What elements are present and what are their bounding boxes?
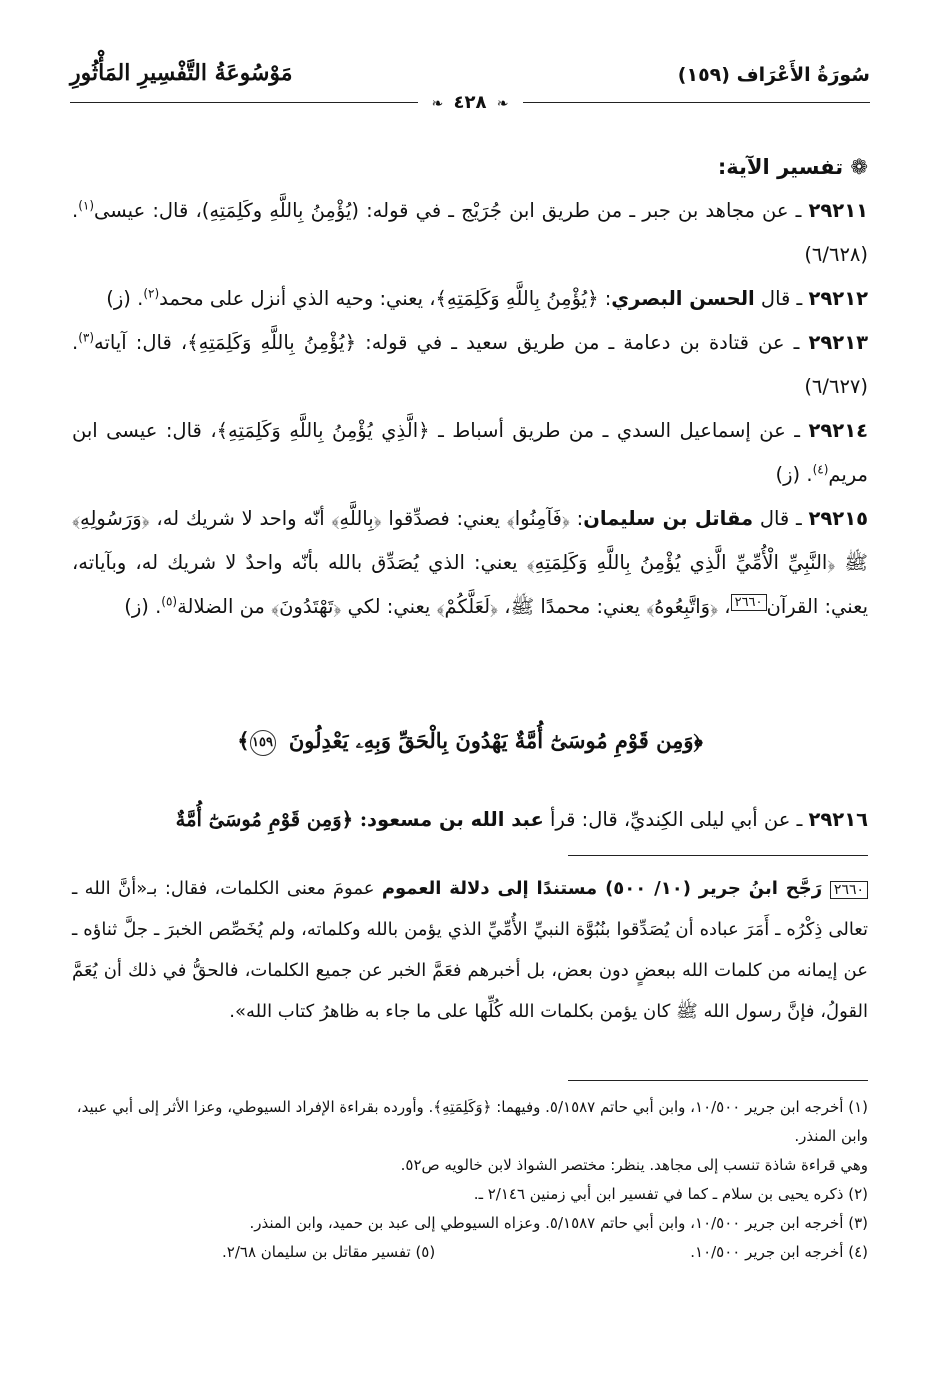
- entry-number: ٢٩٢١٢: [808, 287, 868, 310]
- verse-number: ١٥٩: [250, 730, 276, 756]
- page-number-row: [0, 92, 940, 113]
- entry: ٢٩٢١٣ ـ عن قتادة بن دعامة ـ من طريق سعيد ـ في قوله: ﴿يُؤْمِنُ بِاللَّهِ وَكَلِمَتِهِ﴾، قال: آياته$^{(٣)}$. (٦/٦٢٧): [72, 330, 868, 398]
- entry-number: ٢٩٢١١: [808, 199, 868, 222]
- quran-verse: ﴿وَمِن قَوْمِ مُوسَىٰٓ أُمَّةٌ يَهْدُونَ بِالْحَقِّ وَبِهِۦ يَعْدِلُونَ ١٥٩﴾: [0, 728, 940, 756]
- footnote-marker: (١): [78, 198, 95, 213]
- commentary-divider: [568, 855, 868, 856]
- main-text: [72, 145, 868, 629]
- footnote: (٣) أخرجه ابن جرير ١٠/٥٠٠، وابن أبي حاتم ٥/١٥٨٧. وعزاه السيوطي إلى عبد بن حميد، وابن المنذر.: [249, 1214, 868, 1232]
- speaker-name: الحسن البصري: [611, 287, 755, 310]
- entry-number: ٢٩٢١٦: [808, 808, 868, 831]
- comment-ref-box: ٢٦٦٠: [731, 594, 767, 611]
- footnote: (١) أخرجه ابن جرير ١٠/٥٠٠، وابن أبي حاتم ٥/١٥٨٧. وفيهما: ﴿وَكَلِمَتِهِ﴾. وأورده بقراءة الإفراد السيوطي، وعزا الأثر إلى أبي عبيد، وابن المنذر.: [76, 1098, 868, 1145]
- footnotes: [72, 1093, 868, 1267]
- ornament-icon: ❧: [496, 96, 509, 112]
- footnotes-divider: [568, 1080, 868, 1081]
- entry-number: ٢٩٢١٣: [808, 331, 868, 354]
- comment-ref-box: ٢٦٦٠: [830, 881, 868, 899]
- footnote-marker: (٤): [812, 462, 829, 477]
- footnote-marker: (٢): [143, 286, 160, 301]
- entry-number: ٢٩٢١٥: [808, 507, 868, 530]
- footnote-marker: (٥): [161, 594, 178, 609]
- entry: ٢٩٢١٦ ـ عن أبي ليلى الكِنديِّ، قال: قرأ عبد الله بن مسعود: ﴿وَمِن قَوْمِ مُوسَىٰٓ أُمَّةٌ: [175, 808, 868, 831]
- footnote: وهي قراءة شاذة تنسب إلى مجاهد. ينظر: مختصر الشواذ لابن خالويه ص٥٢.: [400, 1156, 868, 1174]
- page-number: ٤٢٨: [453, 92, 487, 113]
- running-header: [70, 60, 870, 96]
- footnote: (٥) تفسير مقاتل بن سليمان ٢/٦٨.: [222, 1243, 436, 1261]
- footnote-marker: (٣): [78, 330, 95, 345]
- speaker-name: مقاتل بن سليمان: [583, 507, 754, 530]
- surah-header: سُورَةُ الأَعْرَاف (١٥٩): [677, 64, 870, 86]
- footnote: (٢) ذكره يحيى بن سلام ـ كما في تفسير ابن أبي زمنين ٢/١٤٦ ـ.: [473, 1185, 868, 1203]
- entry: ٢٩٢١٢ ـ قال الحسن البصري: ﴿يُؤْمِنُ بِاللَّهِ وَكَلِمَتِهِ﴾، يعني: وحيه الذي أنزل على محمد$^{(٢)}$. (ز): [106, 286, 868, 310]
- footnote: (٤) أخرجه ابن جرير ١٠/٥٠٠.: [690, 1243, 868, 1261]
- entry: ٢٩٢١١ ـ عن مجاهد بن جبر ـ من طريق ابن جُرَيْج ـ في قوله: (يُؤْمِنُ بِاللَّهِ وكَلِمَتِهِ)، قال: عيسى$^{(١)}$. (٦/٦٢٨): [72, 198, 868, 266]
- entry: ٢٩٢١٤ ـ عن إسماعيل السدي ـ من طريق أسباط ـ ﴿الَّذِي يُؤْمِنُ بِاللَّهِ وَكَلِمَتِهِ﴾، قال: عيسى ابن مريم$^{(٤)}$. (ز): [72, 419, 868, 486]
- section-title: ❁ تفسير الآية:: [717, 155, 868, 179]
- book-title-header: مَوْسُوعَةُ التَّفْسِيرِ المَأْثُورِ: [70, 60, 293, 86]
- flower-icon: ❁: [850, 155, 868, 179]
- commentary-block: ٢٦٦٠ رَجَّح ابنُ جرير (١٠/ ٥٠٠) مستندًا إلى دلالة العموم عمومَ معنى الكلمات، فقال: بـ«أنَّ الله ـ تعالى ذِكْرُه ـ أَمَرَ عباده أن يُصَدِّقوا بنُبُوَّة النبيِّ الأُمِّيِّ الذي يؤمن بالله وكلماته، ولم يُخَصِّص الخبرَ ـ جلَّ ثناؤه ـ عن إيمانه من كلمات الله ببعضٍ دون بعض، بل أخبرهم فعَمَّ الخبر عن جميع الكلمات، فالحقُّ في ذلك أن يُعَمَّ القولُ، فإنَّ رسول الله ﷺ كان يؤمن بكلمات الله كُلِّها على ما جاء به ظاهرُ كتاب الله».: [72, 878, 868, 1022]
- speaker-name: عبد الله بن مسعود: [367, 808, 544, 831]
- entry-number: ٢٩٢١٤: [808, 419, 868, 442]
- entry: ٢٩٢١٥ ـ قال مقاتل بن سليمان: ﴿فَآمِنُوا﴾ يعني: فصدِّقوا ﴿بِاللَّهِ﴾ أنّه واحد لا شريك له، ﴿وَرَسُولِهِ﴾ ﷺ ﴿النَّبِيِّ الْأُمِّيِّ الَّذِي يُؤْمِنُ بِاللَّهِ وَكَلِمَتِهِ﴾ يعني: الذي يُصَدِّق بالله بأنّه واحدٌ لا شريك له، وبآياته، يعني: القرآن$^{٢٦٦٠}$، ﴿وَاتَّبِعُوهُ﴾ يعني: محمدًا ﷺ، ﴿لَعَلَّكُمْ﴾ يعني: لكي ﴿تَهْتَدُونَ﴾ من الضلالة$^{(٥)}$. (ز): [72, 507, 868, 618]
- footnote-row: [72, 1238, 868, 1267]
- ornament-icon: ❧: [431, 96, 444, 112]
